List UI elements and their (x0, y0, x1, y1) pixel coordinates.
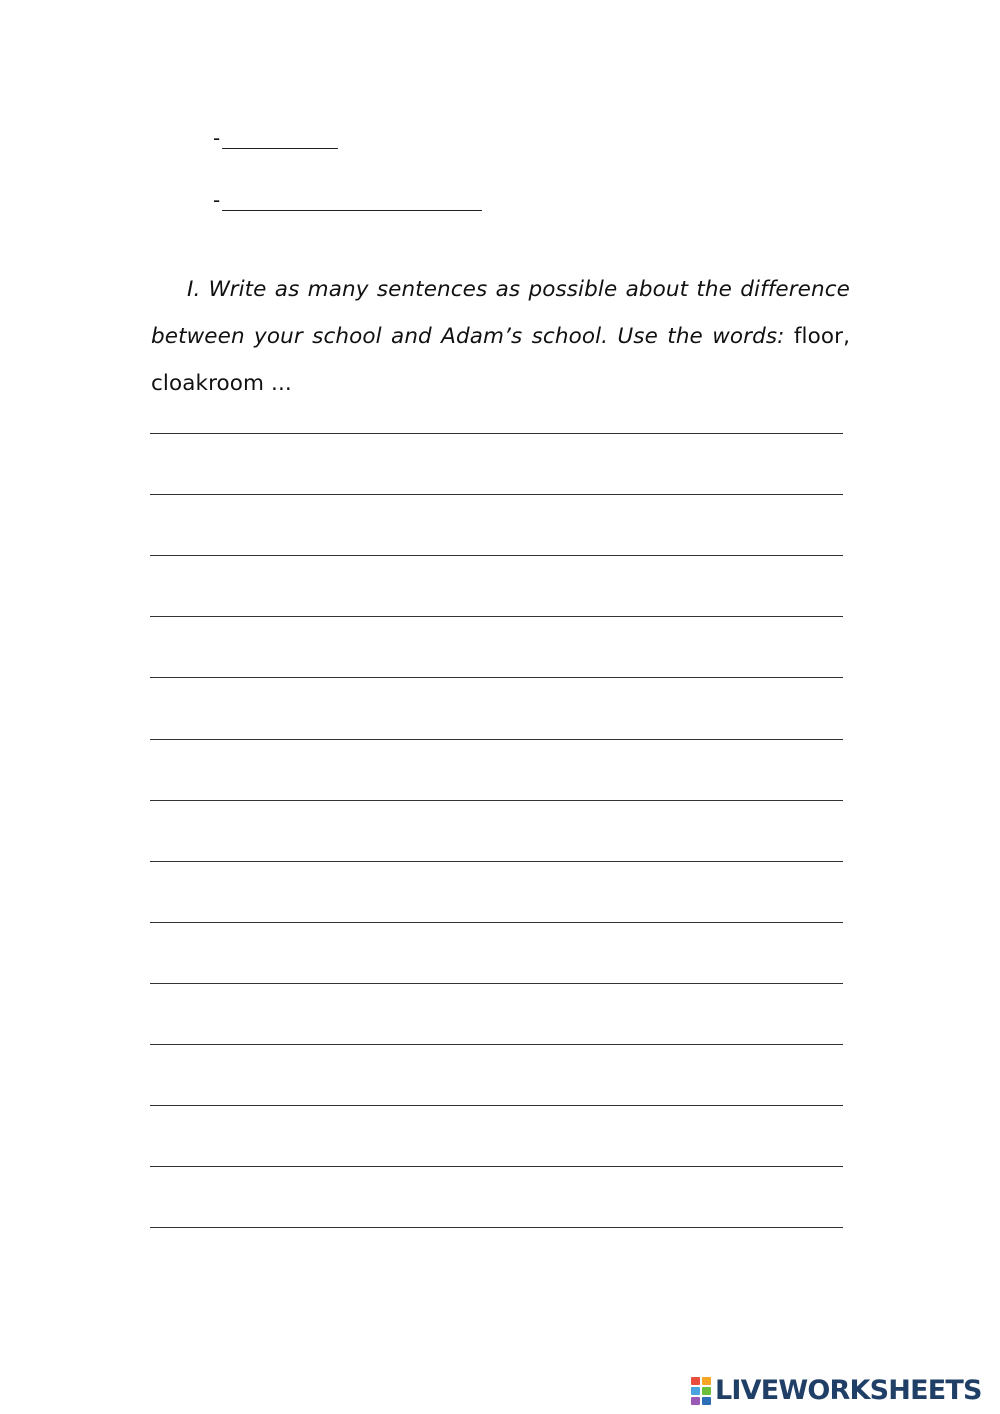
writing-line[interactable] (150, 494, 843, 495)
instruction-word-list: floor, cloakroom ... (151, 324, 851, 396)
writing-line[interactable] (150, 1105, 843, 1106)
writing-line[interactable] (150, 616, 843, 617)
writing-line[interactable] (150, 983, 843, 984)
writing-line[interactable] (150, 800, 843, 801)
writing-line[interactable] (150, 1227, 843, 1228)
writing-line[interactable] (150, 433, 843, 434)
logo-text: LIVEWORKSHEETS (715, 1375, 982, 1406)
logo-tile (702, 1377, 711, 1385)
answer-blank-2[interactable] (213, 190, 482, 214)
answer-blank-1[interactable] (213, 128, 338, 152)
exercise-instruction (151, 266, 850, 407)
logo-tile (691, 1387, 700, 1395)
blank-dash: - (213, 188, 221, 212)
writing-line[interactable] (150, 677, 843, 678)
logo-tile (702, 1387, 711, 1395)
logo-tile (691, 1397, 700, 1405)
instruction-line-1: I. Write as many sentences as possible about the difference (187, 277, 850, 302)
logo-tile (691, 1377, 700, 1385)
writing-line[interactable] (150, 922, 843, 923)
writing-line[interactable] (150, 739, 843, 740)
writing-line[interactable] (150, 861, 843, 862)
blank-underline[interactable] (222, 148, 338, 149)
instruction-line-2: between your school and Adam’s school. Use the words: (151, 324, 785, 349)
logo-tile (702, 1397, 711, 1405)
liveworksheets-logo (691, 1373, 982, 1409)
logo-mark-icon (691, 1377, 711, 1405)
writing-line[interactable] (150, 1044, 843, 1045)
writing-line[interactable] (150, 1166, 843, 1167)
writing-line[interactable] (150, 555, 843, 556)
blank-dash: - (213, 126, 221, 150)
blank-underline[interactable] (222, 210, 482, 211)
